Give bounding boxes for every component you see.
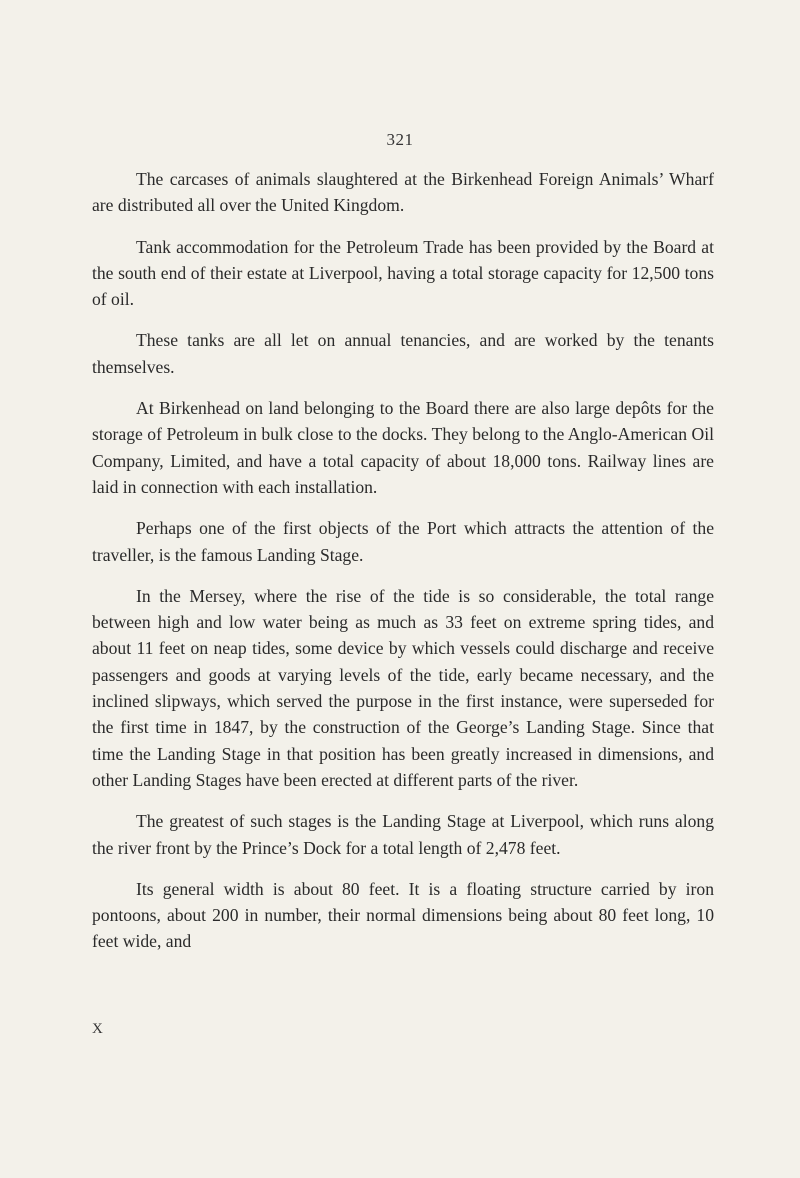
signature-mark: X xyxy=(92,1021,103,1037)
paragraph-general-width: Its general width is about 80 feet. It is a floating structure carried by iron pontoons, about 200 in number, their normal dimensions being about 80 feet long, 10 feet wide, and xyxy=(92,878,714,952)
paragraph-mersey-tides: In the Mersey, where the rise of the tide is so considerable, the total range between high and low water being as much as 33 feet on extreme spring tides, and about 11 feet on neap tides, some device by which vessels could discharge and receive passengers and goods at varying levels of the tide, early became necessary, and the inclined slipways, which served the purpose in the first instance, were superseded for the first time in 1847, by the construction of the George’s Landing Stage. Since that time the Landing Stage in that position has been greatly increased in dimensions, and other Landing Stages have been erected at different parts of the river. xyxy=(92,585,714,790)
paragraph-landing-stage-intro: Perhaps one of the first objects of the Port which attracts the attention of the traveller, is the famous Landing Stage. xyxy=(92,518,714,565)
paragraph-tenancies: These tanks are all let on annual tenancies, and are worked by the tenants themselves. xyxy=(92,330,714,377)
paragraph-carcases: The carcases of animals slaughtered at the Birkenhead Foreign Animals’ Wharf are distributed all over the United Kingdom. xyxy=(92,169,714,216)
page-number: 321 xyxy=(386,130,414,149)
paragraph-tank-accommodation: Tank accommodation for the Petroleum Trade has been provided by the Board at the south end of their estate at Liverpool, having a total storage capacity for 12,500 tons of oil. xyxy=(92,236,714,310)
paragraph-greatest-stage: The greatest of such stages is the Landing Stage at Liverpool, which runs along the river front by the Prince’s Dock for a total length of 2,478 feet. xyxy=(92,811,714,858)
body-text xyxy=(92,166,714,970)
paragraph-birkenhead-depots: At Birkenhead on land belonging to the Board there are also large depôts for the storage of Petroleum in bulk close to the docks. They belong to the Anglo-American Oil Company, Limited, and have a total capacity of about 18,000 tons. Railway lines are laid in connection with each installation. xyxy=(92,398,714,497)
